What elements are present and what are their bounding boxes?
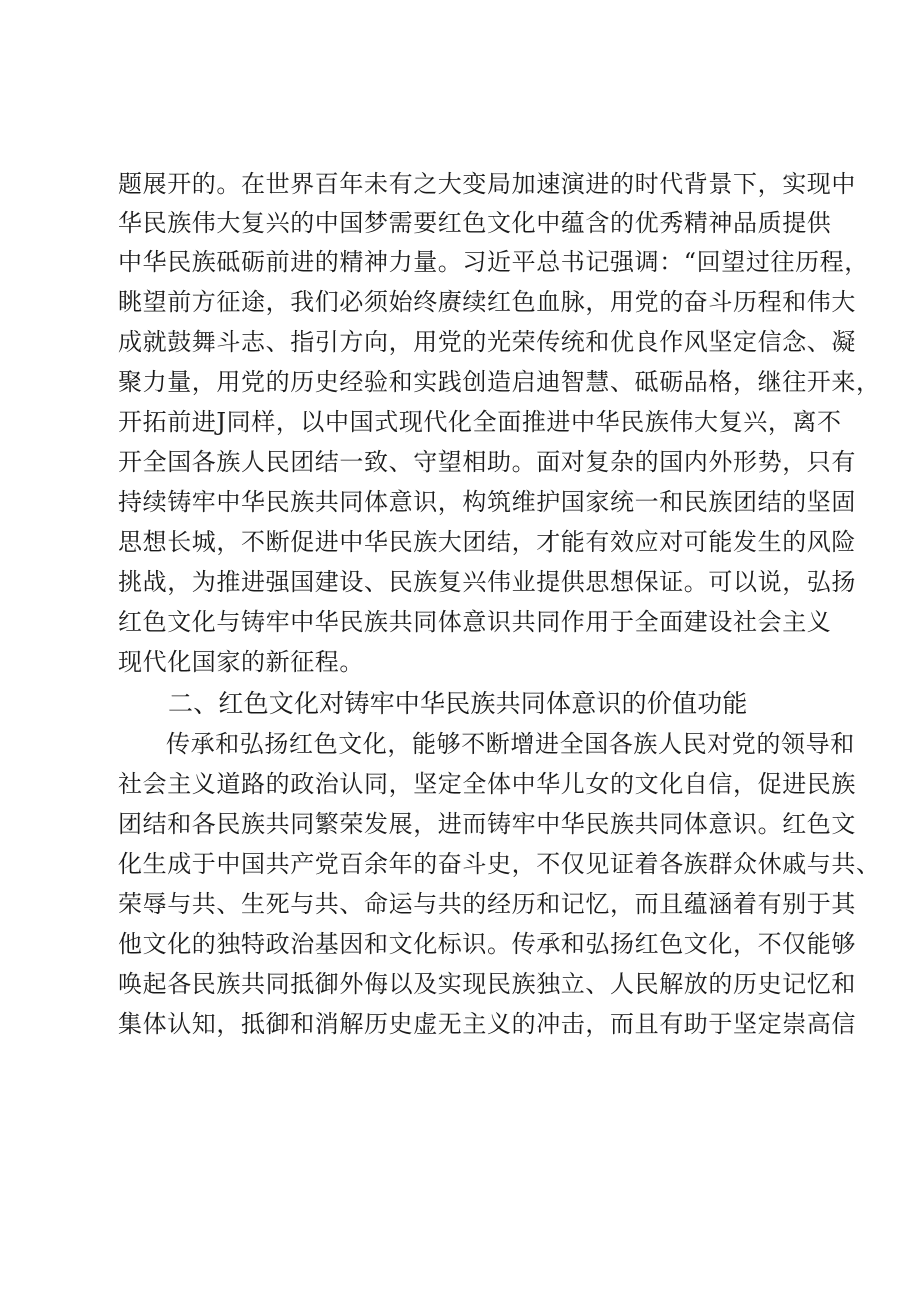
paragraph-line: 眺望前方征途，我们必须始终赓续红色血脉，用党的奋斗历程和伟大 (118, 288, 856, 316)
paragraph-line: 化生成于中国共产党百余年的奋斗史，不仅见证着各族群众休戚与共、 (118, 850, 881, 878)
section-heading: 二、红色文化对铸牢中华民族共同体意识的价值功能 (168, 689, 748, 718)
paragraph-line: 思想长城，不断促进中华民族大团结，才能有效应对可能发生的风险 (118, 528, 856, 556)
paragraph-line: 集体认知，抵御和消解历史虚无主义的冲击，而且有助于坚定崇高信 (118, 1010, 856, 1038)
paragraph-line: 他文化的独特政治基因和文化标识。传承和弘扬红色文化，不仅能够 (118, 930, 856, 958)
paragraph-line: 题展开的。在世界百年未有之大变局加速演进的时代背景下，实现中 (118, 170, 856, 198)
paragraph-line: 开拓前进J同样，以中国式现代化全面推进中华民族伟大复兴，离不 (118, 408, 842, 436)
paragraph-line: 社会主义道路的政治认同，坚定全体中华儿女的文化自信，促进民族 (118, 770, 856, 798)
paragraph-line: 现代化国家的新征程。 (118, 648, 364, 676)
paragraph-line: 红色文化与铸牢中华民族共同体意识共同作用于全面建设社会主义 (118, 608, 832, 636)
paragraph-line: 传承和弘扬红色文化，能够不断增进全国各族人民对党的领导和 (166, 730, 855, 758)
paragraph-line: 挑战，为推进强国建设、民族复兴伟业提供思想保证。可以说，弘扬 (118, 568, 856, 596)
paragraph-line: 成就鼓舞斗志、指引方向，用党的光荣传统和优良作风坚定信念、凝 (118, 328, 856, 356)
paragraph-line: 唤起各民族共同抵御外侮以及实现民族独立、人民解放的历史记忆和 (118, 970, 856, 998)
paragraph-line: 开全国各族人民团结一致、守望相助。面对复杂的国内外形势，只有 (118, 448, 856, 476)
paragraph-line: 持续铸牢中华民族共同体意识，构筑维护国家统一和民族团结的坚固 (118, 488, 856, 516)
paragraph-line: 团结和各民族共同繁荣发展，进而铸牢中华民族共同体意识。红色文 (118, 810, 856, 838)
paragraph-line: 荣辱与共、生死与共、命运与共的经历和记忆，而且蕴涵着有别于其 (118, 890, 856, 918)
paragraph-line: 中华民族砥砺前进的精神力量。习近平总书记强调：“回望过往历程， (118, 248, 869, 276)
paragraph-line: 华民族伟大复兴的中国梦需要红色文化中蕴含的优秀精神品质提供 (118, 209, 832, 237)
paragraph-line: 聚力量，用党的历史经验和实践创造启迪智慧、砥砺品格，继往开来， (118, 368, 881, 396)
